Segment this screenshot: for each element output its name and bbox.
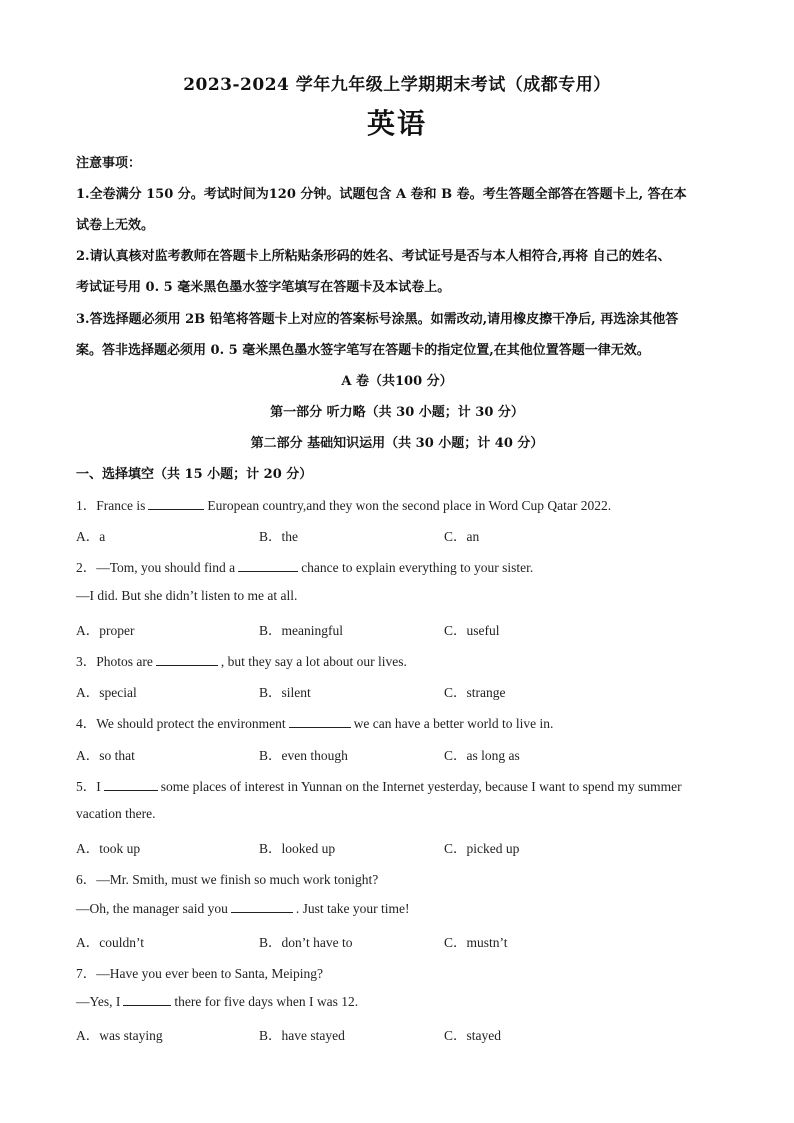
option-b: B．even though bbox=[259, 748, 348, 763]
notice-line: 1.全卷满分 150 分。考试时间为120 分钟。试题包含 A 卷和 B 卷。考生答题全部答在答题卡上, 答在本 bbox=[76, 187, 687, 202]
question-4 bbox=[76, 712, 553, 732]
question-text: there for five days when I was 12. bbox=[174, 994, 359, 1009]
question-2-reply: —I did. But she didn’t listen to me at all. bbox=[76, 588, 298, 603]
notice-line: 案。答非选择题必须用 0. 5 毫米黑色墨水签字笔写在答题卡的指定位置,在其他位置答题一律无效。 bbox=[76, 343, 650, 358]
option-b: B．looked up bbox=[259, 841, 336, 856]
question-5 bbox=[76, 775, 682, 795]
volume-a-heading: A 卷（共100 分） bbox=[341, 374, 453, 389]
notice-heading: 注意事项： bbox=[76, 156, 142, 171]
part1-heading: 第一部分 听力略（共 30 小题；计 30 分） bbox=[270, 405, 524, 420]
option-c: C．mustn’t bbox=[444, 935, 508, 950]
notice-line: 2.请认真核对监考教师在答题卡上所粘贴条形码的姓名、考试证号是否与本人相符合,再将 自己的姓名、 bbox=[76, 249, 671, 264]
question-1 bbox=[76, 494, 611, 514]
question-2 bbox=[76, 556, 533, 576]
question-7-reply bbox=[76, 993, 358, 1010]
answer-blank bbox=[148, 497, 204, 510]
answer-blank bbox=[156, 653, 218, 666]
option-c: C．useful bbox=[444, 623, 500, 638]
option-c: C．stayed bbox=[444, 1028, 501, 1043]
option-a: A．proper bbox=[76, 623, 135, 638]
question-text: , but they say a lot about our lives. bbox=[220, 654, 407, 669]
question-text: we can have a better world to live in. bbox=[353, 716, 554, 731]
question-6: 6．—Mr. Smith, must we finish so much work tonight? bbox=[76, 872, 379, 887]
option-b: B．have stayed bbox=[259, 1028, 345, 1043]
question-text: —Yes, I bbox=[76, 994, 121, 1009]
sub-section-heading: 一、选择填空（共 15 小题；计 20 分） bbox=[76, 467, 313, 482]
exam-title: 2023-2024 学年九年级上学期期末考试（成都专用） bbox=[183, 75, 611, 95]
option-b: B．the bbox=[259, 529, 298, 544]
answer-blank bbox=[123, 993, 171, 1006]
question-text: . Just take your time! bbox=[295, 901, 410, 916]
question-text: —Oh, the manager said you bbox=[76, 901, 228, 916]
part2-heading: 第二部分 基础知识运用（共 30 小题；计 40 分） bbox=[250, 436, 544, 451]
question-text: European country,and they won the second place in Word Cup Qatar 2022. bbox=[207, 498, 612, 513]
question-3 bbox=[76, 650, 407, 670]
question-text: 5．I bbox=[76, 779, 101, 794]
question-text: 3．Photos are bbox=[76, 654, 153, 669]
option-c: C．strange bbox=[444, 685, 506, 700]
question-5-continued: vacation there. bbox=[76, 806, 156, 821]
option-c: C．picked up bbox=[444, 841, 520, 856]
subject-title: 英语 bbox=[366, 107, 427, 140]
answer-blank bbox=[238, 559, 298, 572]
option-c: C．an bbox=[444, 529, 480, 544]
question-text: 4．We should protect the environment bbox=[76, 716, 286, 731]
option-a: A．couldn’t bbox=[76, 935, 144, 950]
option-a: A．special bbox=[76, 685, 137, 700]
option-a: A．so that bbox=[76, 748, 135, 763]
question-6-reply bbox=[76, 900, 409, 917]
option-c: C．as long as bbox=[444, 748, 520, 763]
option-b: B．silent bbox=[259, 685, 311, 700]
answer-blank bbox=[289, 715, 351, 728]
option-b: B．don’t have to bbox=[259, 935, 353, 950]
question-text: 2．—Tom, you should find a bbox=[76, 560, 236, 575]
notice-line: 试卷上无效。 bbox=[76, 218, 155, 233]
option-a: A．took up bbox=[76, 841, 141, 856]
option-b: B．meaningful bbox=[259, 623, 343, 638]
question-7: 7．—Have you ever been to Santa, Meiping? bbox=[76, 966, 324, 981]
answer-blank bbox=[231, 900, 293, 913]
question-text: chance to explain everything to your sister. bbox=[301, 560, 534, 575]
question-text: some places of interest in Yunnan on the Internet yesterday, because I want to spend my summer bbox=[160, 779, 682, 794]
answer-blank bbox=[104, 778, 158, 791]
option-a: A．a bbox=[76, 529, 106, 544]
question-text: 1．France is bbox=[76, 498, 146, 513]
option-a: A．was staying bbox=[76, 1028, 163, 1043]
notice-line: 考试证号用 0. 5 毫米黑色墨水签字笔填写在答题卡及本试卷上。 bbox=[76, 280, 451, 295]
notice-line: 3.答选择题必须用 2B 铅笔将答题卡上对应的答案标号涂黑。如需改动,请用橡皮擦干净后, 再选涂其他答 bbox=[76, 312, 679, 327]
